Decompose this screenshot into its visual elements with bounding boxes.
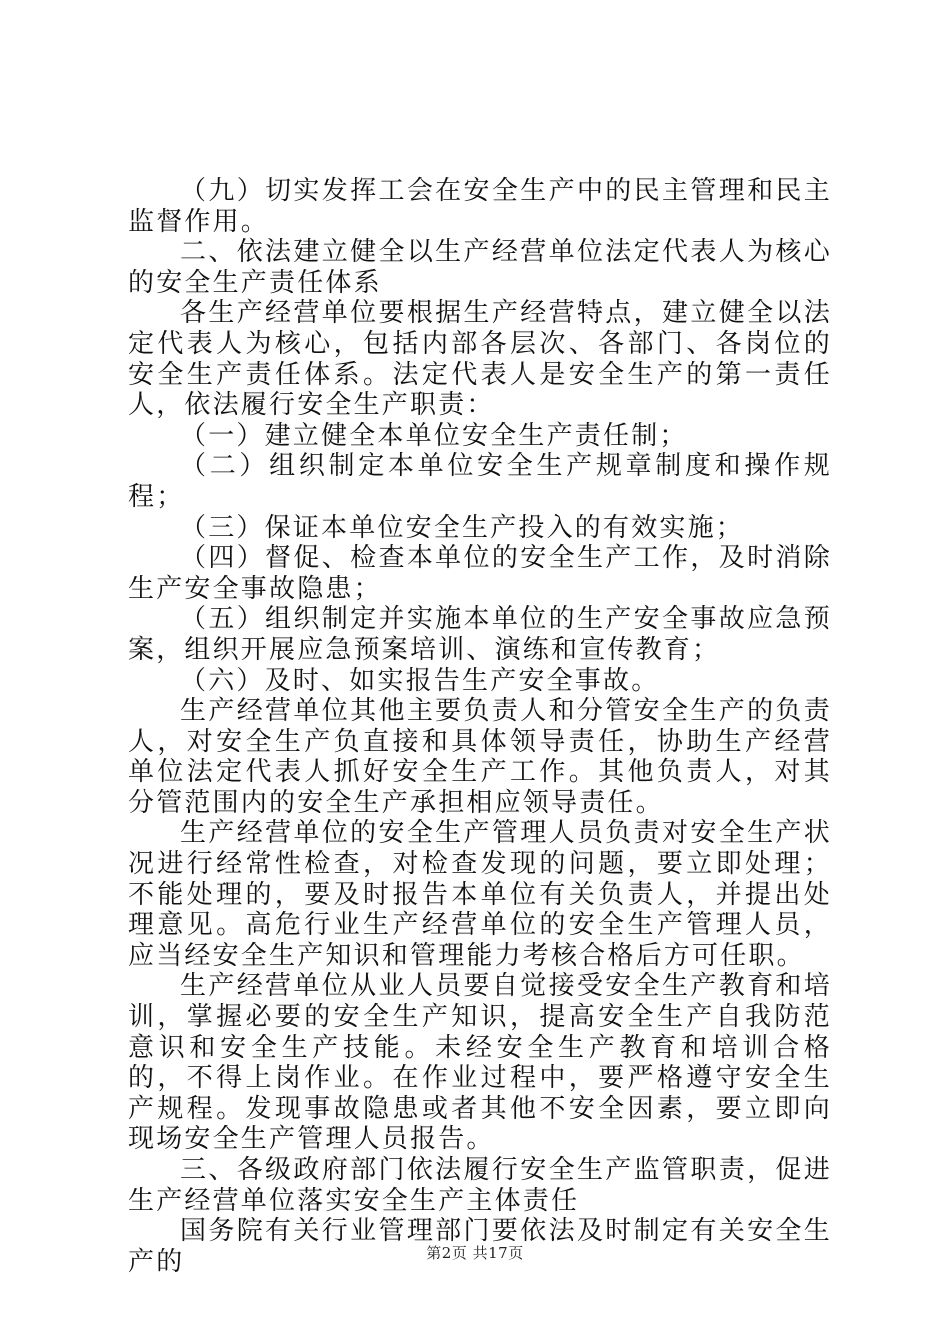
page-number-footer: 第2页 共17页: [426, 1244, 524, 1262]
section-heading-2: 二、依法建立健全以生产经营单位法定代表人为核心的安全生产责任体系: [128, 237, 832, 298]
paragraph-14: 国务院有关行业管理部门要依法及时制定有关安全生产的: [128, 1216, 832, 1277]
list-item-1: （一）建立健全本单位安全生产责任制；: [180, 420, 688, 451]
paragraph-12: 生产经营单位从业人员要自觉接受安全生产教育和培训，掌握必要的安全生产知识，提高安全生产自我防范意识和安全生产技能。未经安全生产教育和培训合格的，不得上岗作业。在作业过程中，要严格遵守安全生产规程。发现事故隐患或者其他不安全因素，要立即向现场安全生产管理人员报告。: [128, 971, 832, 1155]
list-item-3: （三）保证本单位安全生产投入的有效实施；: [180, 512, 745, 543]
list-item-4: （四）督促、检查本单位的安全生产工作，及时消除生产安全事故隐患；: [128, 543, 832, 604]
paragraph-11: 生产经营单位的安全生产管理人员负责对安全生产状况进行经常性检查，对检查发现的问题，要立即处理；不能处理的，要及时报告本单位有关负责人，并提出处理意见。高危行业生产经营单位的安全生产管理人员，应当经安全生产知识和管理能力考核合格后方可任职。: [128, 818, 832, 971]
list-item-2: （二）组织制定本单位安全生产规章制度和操作规程；: [128, 451, 832, 512]
list-item-6: （六）及时、如实报告生产安全事故。: [180, 665, 660, 696]
document-body: [128, 176, 832, 1277]
paragraph-10: 生产经营单位其他主要负责人和分管安全生产的负责人，对安全生产负直接和具体领导责任，协助生产经营单位法定代表人抓好安全生产工作。其他负责人，对其分管范围内的安全生产承担相应领导责任。: [128, 696, 832, 818]
paragraph-1: （九）切实发挥工会在安全生产中的民主管理和民主监督作用。: [128, 176, 832, 237]
section-heading-3: 三、各级政府部门依法履行安全生产监管职责，促进生产经营单位落实安全生产主体责任: [128, 1155, 832, 1216]
paragraph-3: 各生产经营单位要根据生产经营特点，建立健全以法定代表人为核心，包括内部各层次、各部门、各岗位的安全生产责任体系。法定代表人是安全生产的第一责任人，依法履行安全生产职责：: [128, 298, 832, 421]
list-item-5: （五）组织制定并实施本单位的生产安全事故应急预案，组织开展应急预案培训、演练和宣传教育；: [128, 604, 832, 665]
